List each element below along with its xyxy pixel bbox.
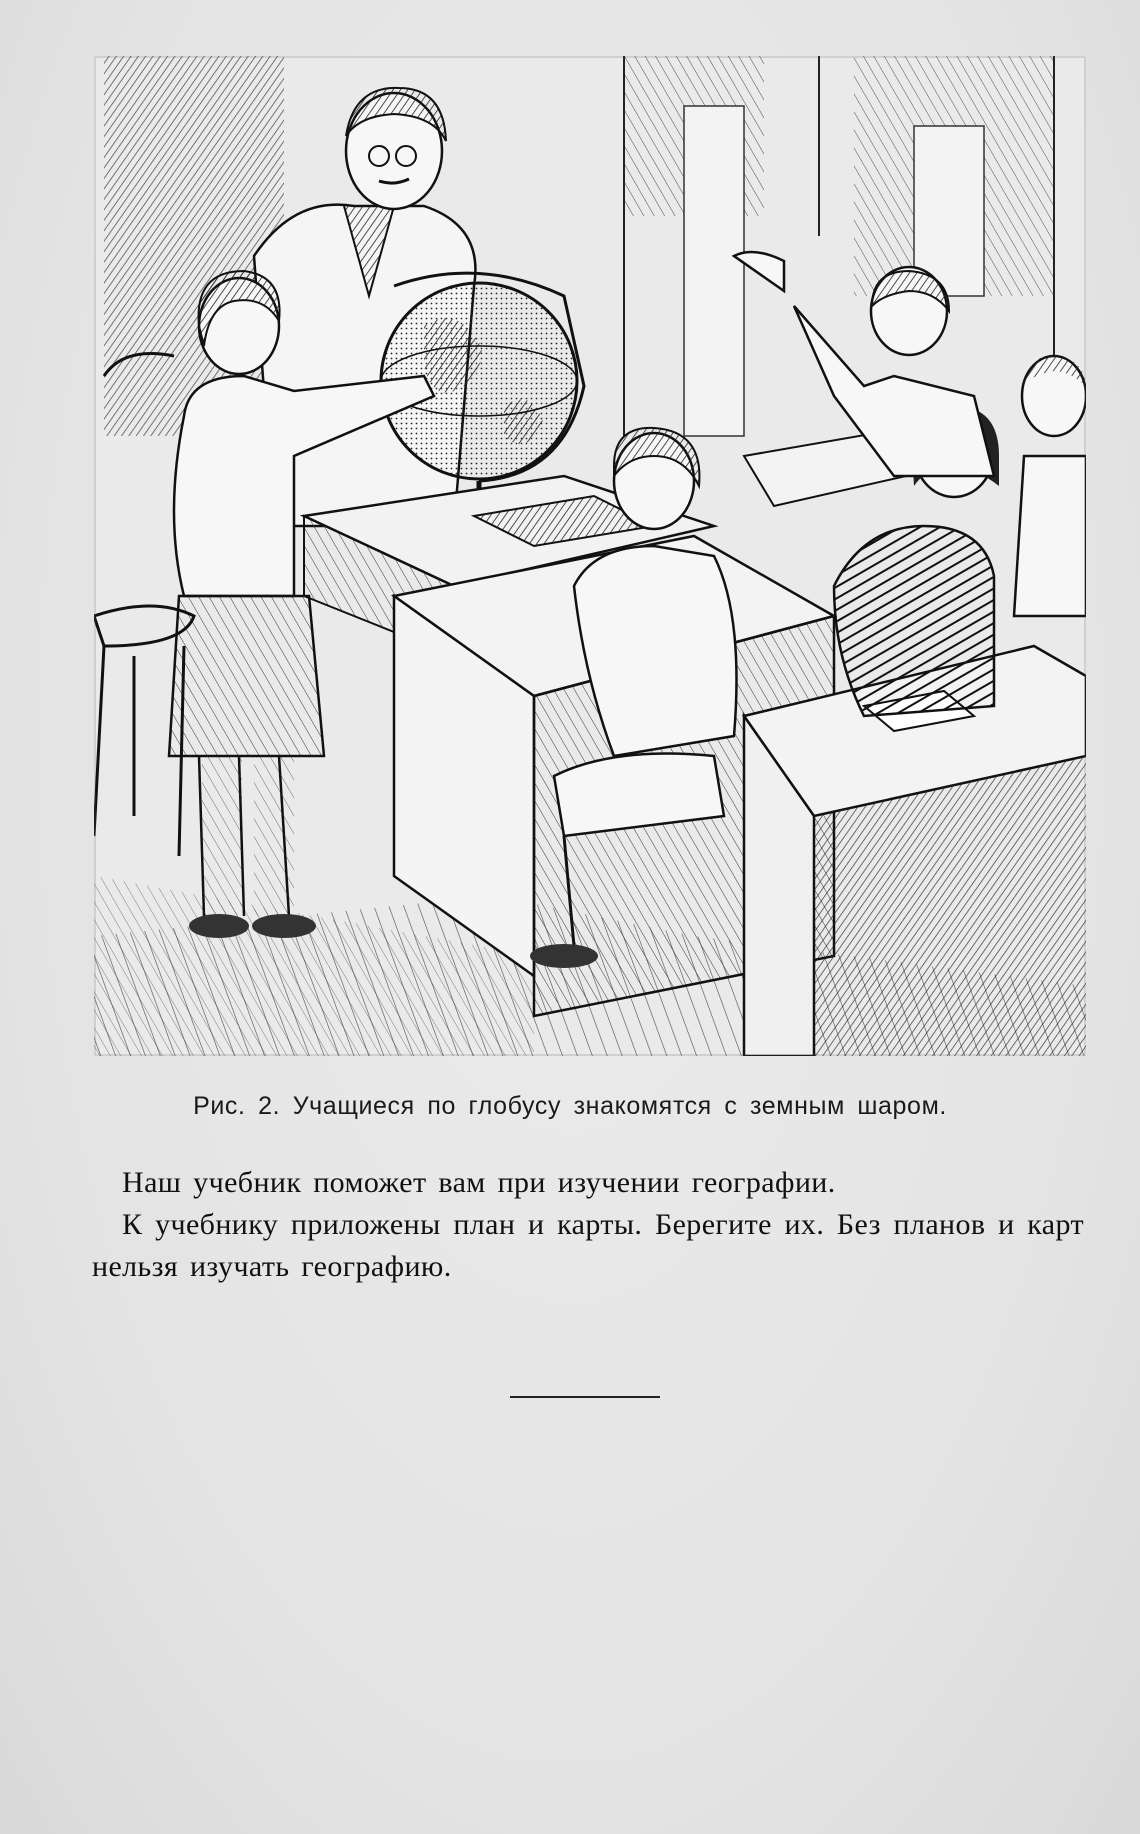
section-divider (510, 1396, 660, 1398)
paragraph: К учебнику приложены план и карты. Берегите их. Без планов и карт нельзя изучать географию. (92, 1208, 1084, 1283)
body-text (92, 1162, 1084, 1288)
boy-far-right (1014, 356, 1086, 616)
paragraph: Наш учебник поможет вам при изучении географии. (122, 1166, 836, 1199)
figure-caption: Рис. 2. Учащиеся по глобусу знакомятся с земным шаром. (193, 1092, 947, 1120)
classroom-illustration (94, 56, 1086, 1056)
